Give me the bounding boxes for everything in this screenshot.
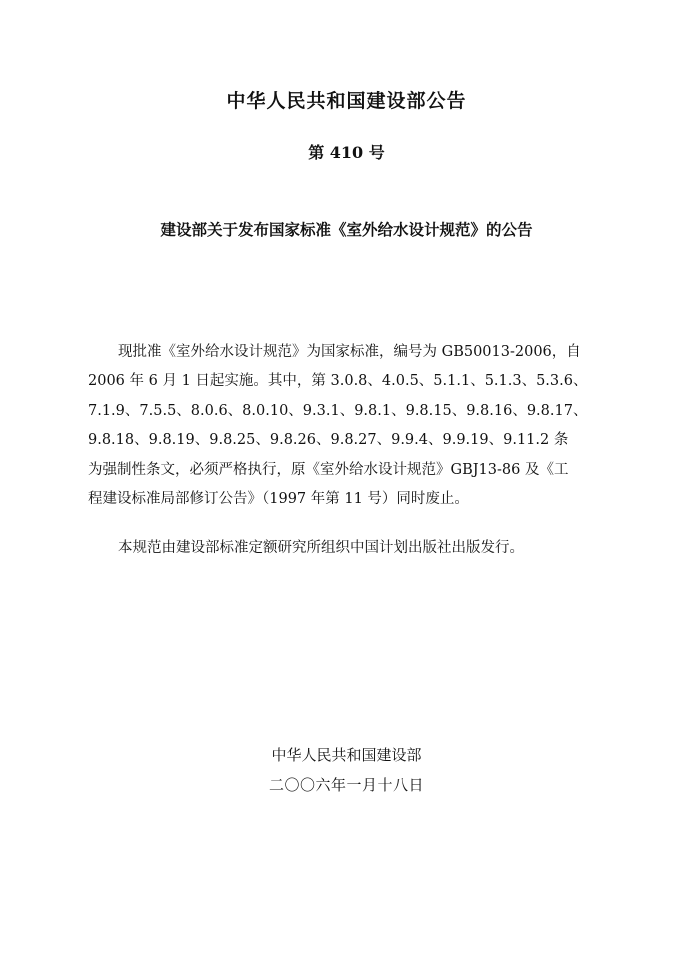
page-title: 中华人民共和国建设部公告 [226,90,467,112]
paragraph-2: 本规范由建设部标准定额研究所组织中国计划出版社出版发行。 [118,540,524,556]
announcement-number: 第 410 号 [308,143,385,162]
paragraph-line: 2006 年 6 月 1 日起实施。其中，第 3.0.8、4.0.5、5.1.1、5.1.3、5.3.6、 [88,373,588,390]
paragraph-line: 为强制性条文，必须严格执行，原《室外给水设计规范》GBJ13-86 及《工 [88,461,569,478]
paragraph-1 [88,338,608,514]
issue-date: 二〇〇六年一月十八日 [268,776,424,794]
paragraph-line: 程建设标准局部修订公告》（1997 年第 11 号）同时废止。 [88,490,469,507]
paragraph-line: 9.8.18、9.8.19、9.8.25、9.8.26、9.8.27、9.9.4、9.9.19、9.11.2 条 [88,432,569,449]
paragraph-line: 7.1.9、7.5.5、8.0.6、8.0.10、9.3.1、9.8.1、9.8.15、9.8.16、9.8.17、 [88,402,588,419]
notice-title: 建设部关于发布国家标准《室外给水设计规范》的公告 [160,220,533,239]
paragraph-line: 现批准《室外给水设计规范》为国家标准，编号为 GB50013-2006，自 [118,344,581,360]
issuer-signature: 中华人民共和国建设部 [271,746,422,764]
